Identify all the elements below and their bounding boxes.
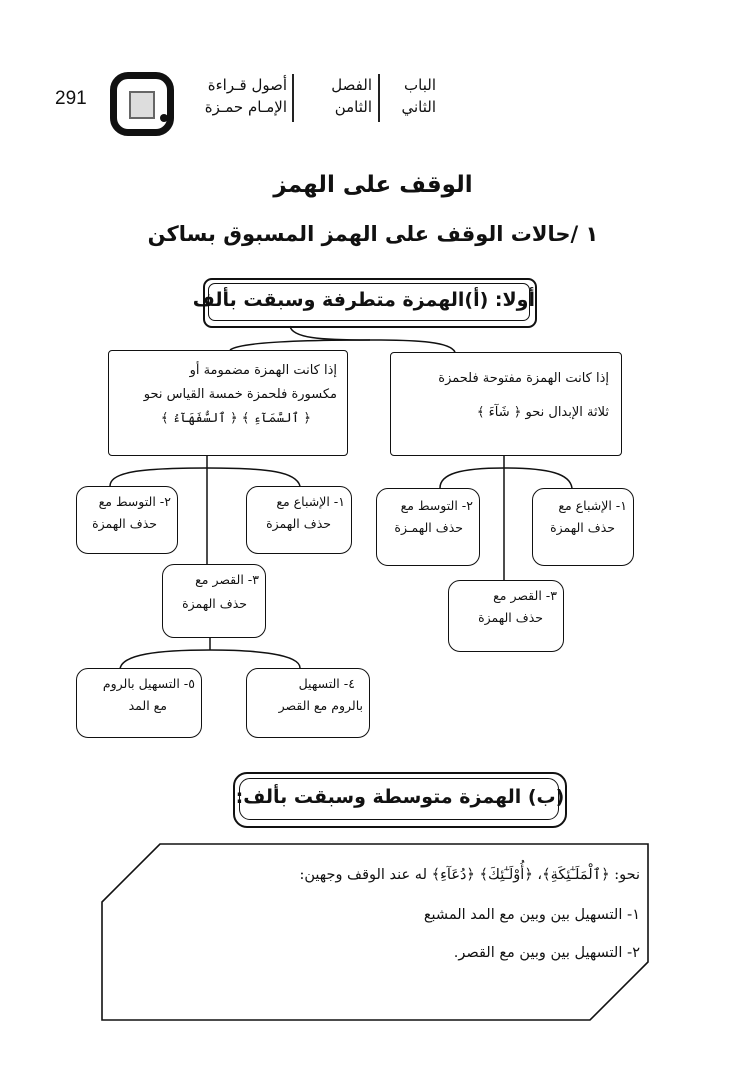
left-opt3-line1: ٣- القصر مع	[195, 572, 259, 587]
subtitle: ١ /حالات الوقف على الهمز المسبوق بساكن	[147, 222, 599, 246]
left-option-2	[76, 486, 178, 554]
right-opt2-line1: ٢- التوسط مع	[400, 498, 473, 513]
page-number: 291	[55, 88, 87, 109]
left-opt5-line2: مع المد	[128, 698, 167, 713]
left-opt3-line2: حذف الهمزة	[182, 596, 247, 611]
left-option-1	[246, 486, 352, 554]
right-opt3-line2: حذف الهمزة	[478, 610, 543, 625]
main-title: الوقف على الهمز	[273, 172, 473, 198]
header-col3-bottom: الإمـام حمـزة	[204, 98, 287, 116]
left-branch-line1: إذا كانت الهمزة مضمومة أو	[189, 363, 337, 378]
right-branch-line1: إذا كانت الهمزة مفتوحة فلحمزة	[438, 371, 609, 386]
header-col3-top: أصول قـراءة	[207, 76, 287, 94]
section-a-heading: أولا: (أ)الهمزة متطرفة وسبقت بألف	[192, 289, 535, 311]
right-opt1-line2: حذف الهمزة	[550, 520, 615, 535]
section-b-heading: (ب) الهمزة متوسطة وسبقت بألف:	[235, 786, 565, 808]
left-opt2-line2: حذف الهمزة	[92, 516, 157, 531]
left-opt5-line1: ٥- التسهيل بالروم	[102, 676, 195, 691]
left-branch-line3: ﴿ ٱلسَّمَآءِ ﴾ ﴿ ٱلسُّفَهَآءُ ﴾	[160, 411, 311, 426]
right-opt1-line1: ١- الإشباع مع	[558, 498, 627, 513]
left-opt2-line1: ٢- التوسط مع	[98, 494, 171, 509]
section-b-heading-frame	[233, 772, 567, 828]
left-option-4	[246, 668, 370, 738]
right-opt3-line1: ٣- القصر مع	[493, 588, 557, 603]
header-col2-bottom: الثامن	[334, 98, 372, 116]
left-opt1-line2: حذف الهمزة	[266, 516, 331, 531]
left-branch-box	[108, 350, 348, 456]
section-b-item2: ٢- التسهيل بين وبين مع القصر.	[453, 945, 640, 961]
section-b-example: نحو: ﴿ٱلْمَلَـٰٓئِكَةِ﴾، ﴿أُوْلَـٰٓئِكَ﴾ ﴿دُعَآءِ﴾ له عند الوقف وجهين:	[299, 867, 640, 883]
left-option-3	[162, 564, 266, 638]
right-option-3	[448, 580, 564, 652]
header-col1-top: الباب	[404, 76, 436, 94]
left-opt4-line2: بالروم مع القصر	[278, 698, 363, 713]
right-branch-box	[390, 352, 622, 456]
section-b-box	[100, 842, 650, 1022]
section-b-item1: ١- التسهيل بين وبين مع المد المشبع	[423, 907, 640, 923]
left-option-5	[76, 668, 202, 738]
right-option-2	[376, 488, 480, 566]
left-opt4-line1: ٤- التسهيل	[298, 676, 355, 691]
header-col1-bottom: الثاني	[401, 98, 436, 116]
right-branch-line2: ثلاثة الإبدال نحو ﴿ شَآءَ ﴾	[476, 405, 609, 420]
left-opt1-line1: ١- الإشباع مع	[276, 494, 345, 509]
right-opt2-line2: حذف الهمـزة	[394, 520, 463, 535]
left-branch-line2: مكسورة فلحمزة خمسة القياس نحو	[143, 387, 337, 402]
section-a-heading-frame	[192, 278, 537, 328]
right-option-1	[532, 488, 634, 566]
header-col2-top: الفصل	[331, 76, 372, 94]
